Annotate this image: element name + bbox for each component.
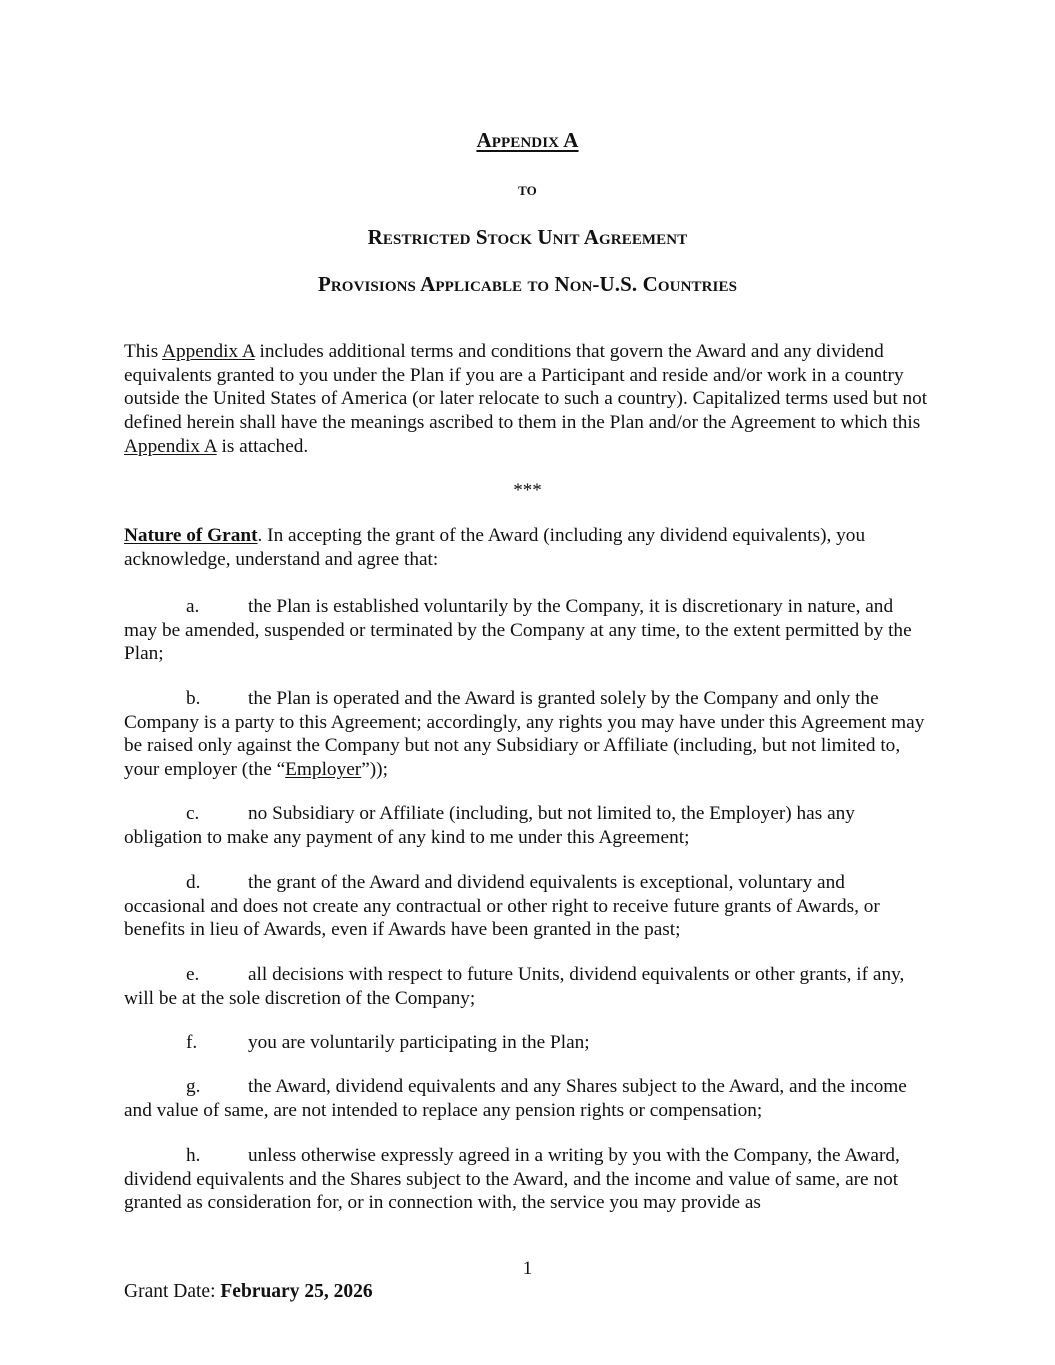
list-item-f (124, 1031, 930, 1055)
heading-to: to (518, 179, 537, 200)
list-item-a (124, 595, 930, 666)
item-text: unless otherwise expressly agreed in a writing by you with the Company, the Award, dividend equivalents and the Shares subject to the Award, and the income and value of same, are not granted as consideration for, or in connection with, the service you may provide as (124, 1145, 900, 1214)
appendix-reference-link: Appendix A (124, 435, 217, 457)
list-item-d (124, 871, 930, 942)
provisions-title: Provisions Applicable to Non-U.S. Countries (317, 272, 738, 296)
item-label: g. (186, 1076, 201, 1097)
item-text: the Plan is established voluntarily by the Company, it is discretionary in nature, and may be amended, suspended or terminated by the Company at any time, to the extent permitted by the Plan; (124, 596, 912, 665)
list-item-e (124, 963, 930, 1010)
grant-date-label: Grant Date: (124, 1281, 221, 1302)
nature-of-grant-paragraph (124, 524, 930, 571)
item-text: you are voluntarily participating in the Plan; (248, 1032, 590, 1053)
item-label: f. (186, 1032, 198, 1053)
item-text: the grant of the Award and dividend equivalents is exceptional, voluntary and occasional and does not create any contractual or other right to receive future grants of Awards, or benefits in lieu of Awards, even if Awards have been granted in the past; (124, 872, 880, 941)
agreement-title: Restricted Stock Unit Agreement (367, 225, 688, 249)
page-number: 1 (522, 1258, 533, 1279)
intro-text-3: is attached. (216, 435, 309, 457)
list-item-c (124, 802, 930, 849)
item-label: d. (186, 872, 201, 893)
defined-term-employer: Employer (285, 759, 362, 781)
intro-paragraph (124, 340, 930, 459)
intro-text-2: includes additional terms and conditions that govern the Award and any dividend equivalents granted to you under the Plan if you are a Participant and reside and/or work in a country outside the United States of America (or later relocate to such a country). Capitalized terms used but not defined herein shall have the meanings ascribed to them in the Plan and/or the Agreement to which this (124, 341, 928, 434)
item-label: h. (186, 1145, 201, 1166)
section-separator: *** (513, 480, 542, 501)
nature-of-grant-heading: Nature of Grant (124, 525, 258, 546)
list-item-h (124, 1144, 930, 1215)
grant-date-footer (124, 1280, 373, 1304)
list-item-b (124, 687, 930, 782)
item-text: the Award, dividend equivalents and any Shares subject to the Award, and the income and value of same, are not intended to replace any pension rights or compensation; (124, 1076, 907, 1121)
item-text: no Subsidiary or Affiliate (including, but not limited to, the Employer) has any obligation to make any payment of any kind to me under this Agreement; (124, 803, 855, 848)
appendix-title: Appendix A (476, 128, 579, 152)
item-label: b. (186, 688, 201, 709)
item-label: c. (186, 803, 200, 824)
nature-of-grant-text: . In accepting the grant of the Award (including any dividend equivalents), you acknowledge, understand and agree that: (124, 525, 866, 570)
item-text: the Plan is operated and the Award is granted solely by the Company and only the Company is a party to this Agreement; accordingly, any rights you may have under this Agreement may be raised only against the Company but not any Subsidiary or Affiliate (including, but not limited to, your employer (the “ (124, 688, 925, 781)
item-text-end: ”)); (361, 759, 388, 781)
item-label: e. (186, 964, 200, 985)
item-label: a. (186, 596, 200, 617)
grant-date-value: February 25, 2026 (220, 1281, 373, 1302)
intro-text-1: This (124, 341, 163, 362)
page-title (0, 128, 1055, 152)
appendix-reference-link: Appendix A (162, 341, 255, 362)
item-text: all decisions with respect to future Units, dividend equivalents or other grants, if any, will be at the sole discretion of the Company; (124, 964, 905, 1009)
list-item-g (124, 1075, 930, 1122)
